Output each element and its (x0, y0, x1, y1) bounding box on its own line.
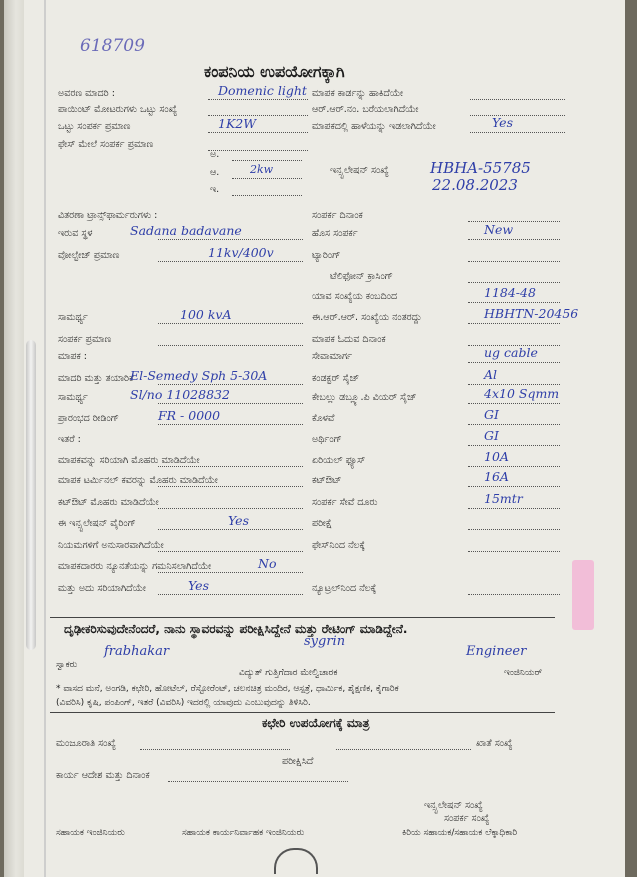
signatory-right-label: ಇಂಜಿನಿಯರ್ (504, 668, 543, 678)
right-value-4[interactable]: 1184-48 (484, 285, 536, 300)
right-field-10 (312, 407, 594, 429)
left-field-0 (58, 83, 308, 104)
margin-line (44, 0, 46, 877)
right-field-5 (312, 306, 594, 328)
right-label-7: ಸೇವಾಮಾರ್ಗ (312, 351, 353, 362)
transformer-label-1: ಇರುವ ಸ್ಥಳ (58, 228, 93, 239)
right-label-5: ಈ.ಆರ್.ಆರ್. ಸಂಖ್ಯೆಯ ನಂತರದ್ದು (312, 312, 422, 323)
transformer-label-12: ಕಟ್‌ಔಟ್ ಮೊಹರು ಮಾಡಿದೆಯೇ (58, 497, 159, 508)
transformer-label-2: ವೋಲ್ಟೇಜ್ ಪ್ರಮಾಣ (58, 250, 120, 261)
transformer-label-16: ಮತ್ತು ಅದು ಸರಿಯಾಗಿದೆಯೇ (58, 583, 146, 594)
phase-row-2 (210, 184, 310, 200)
right-field-13 (312, 469, 594, 491)
transformer-field-11 (58, 475, 308, 491)
contractor-signature: sygrin (304, 634, 346, 649)
right-field-1 (312, 222, 594, 244)
right-field-2 (312, 250, 594, 266)
transformer-value-15[interactable]: No (258, 556, 277, 571)
right-value-7[interactable]: ug cable (484, 345, 538, 360)
transformer-value-2[interactable]: 11kv/400v (208, 245, 274, 260)
transformer-field-1 (58, 223, 308, 244)
transformer-value-8[interactable]: FR - 0000 (158, 408, 221, 423)
right-label-11: ಅರ್ಥಿಂಗ್ (312, 434, 342, 445)
right-value-12[interactable]: 10A (484, 449, 509, 464)
right-field-0 (312, 210, 594, 226)
right-value-14[interactable]: 15mtr (484, 491, 523, 506)
account-row (336, 738, 536, 754)
right-label-2: ಟ್ಯಾರಿಂಗ್ (312, 250, 341, 261)
transformer-value-7[interactable]: Sl/no 11028832 (130, 387, 230, 402)
transformer-label-14: ನಿಯಮಗಳಿಗೆ ಅನುಸಾರವಾಗಿದೆಯೇ (58, 540, 164, 551)
emblem-seal (274, 848, 318, 874)
right-top-label-0: ಮಾಪಕ ಕಾರ್ಡನ್ನು ಹಾಕಿದೆಯೇ (312, 88, 404, 99)
phase-row-1 (210, 163, 310, 183)
account-label: ಖಾತೆ ಸಂಖ್ಯೆ (476, 738, 513, 749)
right-field-3 (330, 271, 594, 287)
transformer-value-6[interactable]: El-Semedy Sph 5-30A (130, 368, 268, 383)
reference-number: 618709 (80, 36, 145, 56)
signatory-left-label: ಸ್ವಾಕರು (56, 660, 78, 670)
transformer-label-9: ಇತರೆ : (58, 434, 81, 445)
right-top-label-3: ಇನ್ಸ್ಟಲೇಷನ್ ಸಂಖ್ಯೆ (330, 165, 389, 176)
footer-role-1: ಸಹಾಯಕ ಕಾರ್ಯನಿರ್ವಾಹಕ ಇಂಜಿನಿಯರು (182, 828, 305, 838)
transformer-label-5: ಮಾಪಕ : (58, 351, 87, 362)
right-top-field-4 (312, 176, 594, 198)
installation-label: ಇನ್ಸ್ಟಲೇಷನ್ ಸಂಖ್ಯೆ (424, 800, 483, 811)
left-field-0-value[interactable]: Domenic light (218, 83, 307, 98)
transformer-field-15 (58, 556, 308, 577)
right-field-11 (312, 428, 594, 450)
page-title: ಕಂಪನಿಯ ಉಪಯೋಗಕ್ಕಾಗಿ (204, 62, 345, 81)
right-label-12: ಏರಿಯಲ್ ಫ್ಯೂಸ್ (312, 455, 366, 466)
right-label-6: ಮಾಪಕ ಓದುವ ದಿನಾಂಕ (312, 334, 386, 345)
transformer-value-3[interactable]: 100 kvA (180, 307, 232, 322)
right-top-value-2[interactable]: Yes (492, 115, 513, 130)
transformer-label-3: ಸಾಮರ್ಥ್ಯ (58, 312, 88, 323)
right-top-value-3[interactable]: HBHA-55785 (430, 159, 531, 177)
right-field-6 (312, 334, 594, 350)
office-use-title: ಕಛೇರಿ ಉಪಯೋಗಕ್ಕೆ ಮಾತ್ರ (262, 716, 370, 730)
transformer-label-7: ಸಾಮರ್ಥ್ಯ (58, 392, 88, 403)
footer-role-2: ಕಿರಿಯ ಸಹಾಯಕ/ಸಹಾಯಕ ಲೆಕ್ಕಾಧಿಕಾರಿ (402, 828, 518, 838)
left-field-2 (58, 116, 308, 137)
right-label-4: ಯಾವ ಸಂಖ್ಯೆಯ ಕಂಬದಿಂದ (312, 291, 398, 302)
connection-label: ಸಂಪರ್ಕ ಸಂಖ್ಯೆ (444, 813, 490, 824)
transformer-value-16[interactable]: Yes (188, 578, 209, 593)
category-note-2: (ವಿವರಿಸಿ) ಕೃಷಿ, ಪಂಪಿಂಗ್, ಇತರೆ (ವಿವರಿಸಿ) ಇದರಲ್ಲಿ ಯಾವುದು ಎಂಬುವುದನ್ನು ತಿಳಿಸಿರಿ. (56, 698, 311, 708)
phase-value-1[interactable]: 2kw (250, 163, 274, 176)
transformer-field-10 (58, 455, 308, 471)
right-value-9[interactable]: 4x10 Sqmm (484, 386, 560, 401)
right-value-10[interactable]: GI (484, 407, 499, 422)
right-value-11[interactable]: GI (484, 428, 499, 443)
transformer-label-4: ಸಂಪರ್ಕ ಪ್ರಮಾಣ (58, 334, 112, 345)
transformer-field-14 (58, 540, 308, 556)
right-label-1: ಹೊಸ ಸಂಪರ್ಕ (312, 228, 358, 239)
left-field-2-value[interactable]: 1K2W (218, 116, 257, 131)
right-label-13: ಕಟ್‌ಔಟ್ (312, 475, 342, 486)
right-label-14: ಸಂಪರ್ಕ ಸೇವೆ ದೂರು (312, 497, 378, 508)
work-order-label: ಕಾರ್ಯ ಆದೇಶ ಮತ್ತು ದಿನಾಂಕ (56, 770, 150, 781)
right-top-field-0 (312, 88, 594, 104)
right-value-1[interactable]: New (484, 222, 514, 237)
left-field-3-label: ಫೇಸ್ ಮೇಲೆ ಸಂಪರ್ಕ ಪ್ರಮಾಣ (58, 139, 154, 150)
right-label-15: ಪರೀಕ್ಷೆ (312, 518, 332, 529)
document-page (4, 0, 625, 877)
transformer-label-13: ಈ ಇನ್ಸ್ಟಲೇಷನ್ ವೈರಿಂಗ್ (58, 518, 136, 529)
transformer-field-2 (58, 245, 308, 266)
divider-top (50, 617, 555, 618)
binding-strip (4, 0, 24, 877)
right-label-17: ನ್ಯೂಟ್ರಲ್‌ನಿಂದ ನೆಲಕ್ಕೆ (312, 583, 377, 594)
sanction-row (56, 738, 296, 754)
right-value-8[interactable]: Al (484, 367, 498, 382)
transformer-label-6: ಮಾದರಿ ಮತ್ತು ತಯಾರಿಕೆ (58, 373, 134, 384)
right-label-9: ಕೇಬಲ್ಲು ಡಬ್ಲ್ಯೂ.ಪಿ ವಿಯರ್ ಸೈಜ್ (312, 392, 417, 403)
transformer-label-0: ವಿತರಣಾ ಟ್ರಾನ್ಸ್‌ಫಾರ್ಮರುಗಳು : (58, 210, 158, 221)
right-field-12 (312, 449, 594, 471)
right-field-7 (312, 345, 594, 367)
footer-role-0: ಸಹಾಯಕ ಇಂಜಿನಿಯರು (56, 828, 125, 838)
right-field-17 (312, 583, 594, 599)
left-field-1-label: ಪಾಯಿಂಟ್ ಮೋಟರುಗಳು ಒಟ್ಟು ಸಂಖ್ಯೆ (58, 104, 178, 115)
transformer-value-13[interactable]: Yes (228, 513, 249, 528)
engineer-signature: Engineer (466, 644, 527, 659)
sanction-label: ಮಂಜೂರಾತಿ ಸಂಖ್ಯೆ (56, 738, 116, 749)
right-top-field-2 (312, 115, 594, 137)
right-label-8: ಕಂಡಕ್ಟರ್ ಸೈಜ್ (312, 373, 360, 384)
transformer-label-10: ಮಾಪಕವನ್ನು ಸರಿಯಾಗಿ ಮೊಹರು ಮಾಡಿದೆಯೇ (58, 455, 200, 466)
left-field-1 (58, 104, 308, 120)
transformer-field-5 (58, 351, 308, 367)
right-value-5[interactable]: HBHTN-20456 (484, 306, 579, 321)
right-label-16: ಫೇಸ್‌ನಿಂದ ನೆಲಕ್ಕೆ (312, 540, 366, 551)
transformer-field-16 (58, 578, 308, 599)
checked-label: ಪರೀಕ್ಷಿಸಿದೆ (282, 756, 314, 767)
transformer-field-12 (58, 497, 308, 513)
right-label-10: ಕೊಳವೆ (312, 413, 335, 424)
transformer-field-4 (58, 334, 308, 350)
declaration: ದೃಢೀಕರಿಸುವುದೇನೆಂದರೆ, ನಾನು ಸ್ಥಾವರವನ್ನು ಪರೀಕ್ಷಿಸಿದ್ದೇನೆ ಮತ್ತು ರೇಟಿಂಗ್ ಮಾಡಿದ್ದೇನೆ. (64, 622, 408, 636)
phase-label-1: ಆ. (210, 167, 220, 178)
right-top-value-4[interactable]: 22.08.2023 (432, 176, 518, 194)
transformer-field-3 (58, 307, 308, 328)
phase-label-2: ಇ. (210, 184, 220, 195)
transformer-field-13 (58, 513, 308, 534)
divider-office (50, 712, 555, 713)
right-field-14 (312, 491, 594, 513)
right-top-label-1: ಆರ್.ಆರ್.ನಂ. ಬರೆಯಲಾಗಿದೆಯೇ (312, 104, 419, 115)
right-label-0: ಸಂಪರ್ಕ ದಿನಾಂಕ (312, 210, 363, 221)
transformer-field-8 (58, 408, 308, 429)
right-field-15 (312, 518, 594, 534)
right-label-3: ಟೆಲಿಫೋನ್ ಕ್ರಾಸಿಂಗ್ (330, 271, 393, 282)
phase-label-0: ಅ. (210, 149, 220, 160)
right-top-label-2: ಮಾಪಕದಲ್ಲಿ ಹಾಳೆಯನ್ನು ಇಡಲಾಗಿದೆಯೇ (312, 121, 436, 132)
right-value-13[interactable]: 16A (484, 469, 509, 484)
right-field-9 (312, 386, 594, 408)
left-field-2-label: ಒಟ್ಟು ಸಂಪರ್ಕ ಪ್ರಮಾಣ (58, 121, 131, 132)
transformer-label-15: ಮಾಪಕದಾರರು ನ್ಯೂನತೆಯನ್ನು ಗಮನಿಸಲಾಗಿದೆಯೇ (58, 561, 212, 572)
transformer-label-11: ಮಾಪಕ ಟರ್ಮಿನಲ್ ಕವರನ್ನು ಮೊಹರು ಮಾಡಿದೆಯೇ (58, 475, 218, 486)
transformer-field-7 (58, 387, 308, 408)
category-note: * ವಾಸದ ಮನೆ, ಅಂಗಡಿ, ಕಛೇರಿ, ಹೋಟೆಲ್, ರೆಸ್ಟೋರೆಂಟ್, ಚಲನಚಿತ್ರ ಮಂದಿರ, ಆಸ್ಪತ್ರೆ, ಧಾರ್ಮಿಕ, ಶೈಕ್ಷಣಿಕ, ಕೈಗಾರಿಕ (56, 684, 399, 694)
right-field-4 (312, 285, 594, 307)
right-top-field-1 (312, 104, 594, 120)
owner-signature: frabhakar (104, 644, 170, 659)
file-clip (26, 340, 36, 650)
signatory-middle-label: ವಿದ್ಯುತ್ ಗುತ್ತಿಗೆದಾರ ಮೇಲ್ವಿಚಾರಕ (239, 668, 338, 678)
transformer-value-1[interactable]: Sadana badavane (130, 223, 242, 238)
right-field-16 (312, 540, 594, 556)
work-order-row (56, 770, 356, 786)
left-field-0-label: ಅವರಣ ಮಾದರಿ : (58, 88, 115, 99)
transformer-label-8: ಪ್ರಾರಂಭದ ರೀಡಿಂಗ್ (58, 413, 119, 424)
transformer-field-9 (58, 434, 308, 450)
